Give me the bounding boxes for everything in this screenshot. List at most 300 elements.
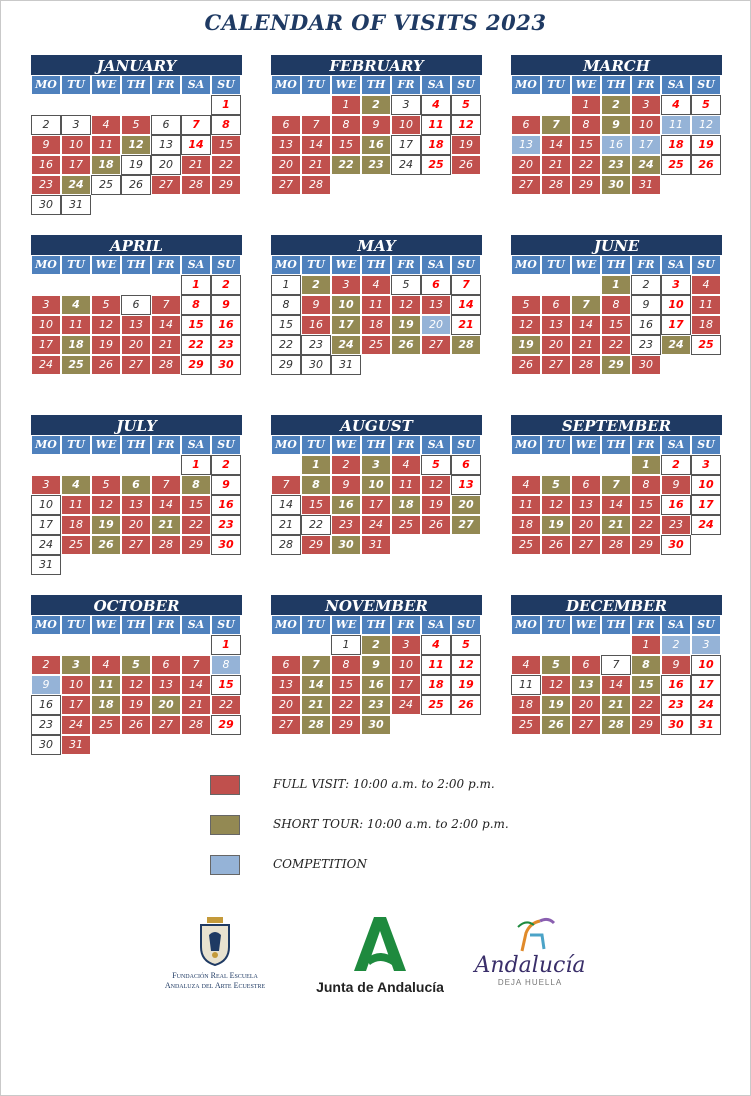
day-cell[interactable]: 19 <box>121 695 151 715</box>
day-cell[interactable]: 12 <box>691 115 721 135</box>
day-cell[interactable]: 28 <box>601 715 631 735</box>
day-cell[interactable]: 14 <box>151 495 181 515</box>
day-cell[interactable]: 6 <box>151 115 181 135</box>
day-cell[interactable]: 30 <box>211 355 241 375</box>
day-cell[interactable]: 6 <box>151 655 181 675</box>
day-cell[interactable]: 11 <box>511 675 541 695</box>
day-cell[interactable]: 5 <box>421 455 451 475</box>
day-cell[interactable]: 20 <box>571 695 601 715</box>
day-cell[interactable]: 27 <box>121 535 151 555</box>
day-cell[interactable]: 8 <box>331 115 361 135</box>
day-cell[interactable]: 3 <box>391 95 421 115</box>
day-cell[interactable]: 20 <box>421 315 451 335</box>
day-cell[interactable]: 23 <box>631 335 661 355</box>
day-cell[interactable]: 19 <box>541 515 571 535</box>
day-cell[interactable]: 17 <box>391 675 421 695</box>
day-cell[interactable]: 1 <box>211 95 241 115</box>
day-cell[interactable]: 26 <box>421 515 451 535</box>
day-cell[interactable]: 24 <box>391 155 421 175</box>
day-cell[interactable]: 26 <box>91 355 121 375</box>
day-cell[interactable]: 20 <box>121 515 151 535</box>
day-cell[interactable]: 25 <box>511 715 541 735</box>
day-cell[interactable]: 27 <box>151 175 181 195</box>
day-cell[interactable]: 16 <box>601 135 631 155</box>
day-cell[interactable]: 3 <box>31 475 61 495</box>
day-cell[interactable]: 6 <box>511 115 541 135</box>
day-cell[interactable]: 27 <box>511 175 541 195</box>
day-cell[interactable]: 23 <box>31 175 61 195</box>
day-cell[interactable]: 26 <box>391 335 421 355</box>
day-cell[interactable]: 31 <box>31 555 61 575</box>
day-cell[interactable]: 12 <box>541 495 571 515</box>
day-cell[interactable]: 18 <box>61 335 91 355</box>
day-cell[interactable]: 15 <box>631 495 661 515</box>
day-cell[interactable]: 6 <box>421 275 451 295</box>
day-cell[interactable]: 25 <box>61 535 91 555</box>
day-cell[interactable]: 3 <box>61 115 91 135</box>
day-cell[interactable]: 4 <box>421 95 451 115</box>
day-cell[interactable]: 23 <box>361 695 391 715</box>
day-cell[interactable]: 20 <box>511 155 541 175</box>
day-cell[interactable]: 22 <box>631 695 661 715</box>
day-cell[interactable]: 28 <box>301 175 331 195</box>
day-cell[interactable]: 9 <box>601 115 631 135</box>
day-cell[interactable]: 14 <box>181 675 211 695</box>
day-cell[interactable]: 22 <box>211 695 241 715</box>
day-cell[interactable]: 1 <box>331 95 361 115</box>
day-cell[interactable]: 1 <box>331 635 361 655</box>
day-cell[interactable]: 23 <box>31 715 61 735</box>
day-cell[interactable]: 15 <box>571 135 601 155</box>
day-cell[interactable]: 1 <box>571 95 601 115</box>
day-cell[interactable]: 26 <box>121 175 151 195</box>
day-cell[interactable]: 17 <box>61 695 91 715</box>
day-cell[interactable]: 7 <box>601 475 631 495</box>
day-cell[interactable]: 13 <box>511 135 541 155</box>
day-cell[interactable]: 10 <box>661 295 691 315</box>
day-cell[interactable]: 17 <box>331 315 361 335</box>
day-cell[interactable]: 14 <box>451 295 481 315</box>
day-cell[interactable]: 11 <box>391 475 421 495</box>
day-cell[interactable]: 6 <box>541 295 571 315</box>
day-cell[interactable]: 22 <box>631 515 661 535</box>
day-cell[interactable]: 29 <box>211 715 241 735</box>
day-cell[interactable]: 27 <box>571 535 601 555</box>
day-cell[interactable]: 18 <box>691 315 721 335</box>
day-cell[interactable]: 11 <box>61 495 91 515</box>
day-cell[interactable]: 12 <box>451 655 481 675</box>
day-cell[interactable]: 26 <box>541 535 571 555</box>
day-cell[interactable]: 24 <box>61 175 91 195</box>
day-cell[interactable]: 4 <box>61 475 91 495</box>
day-cell[interactable]: 8 <box>631 655 661 675</box>
day-cell[interactable]: 5 <box>91 475 121 495</box>
day-cell[interactable]: 21 <box>181 155 211 175</box>
day-cell[interactable]: 24 <box>661 335 691 355</box>
day-cell[interactable]: 8 <box>601 295 631 315</box>
day-cell[interactable]: 18 <box>511 695 541 715</box>
day-cell[interactable]: 4 <box>61 295 91 315</box>
day-cell[interactable]: 7 <box>571 295 601 315</box>
day-cell[interactable]: 30 <box>661 535 691 555</box>
day-cell[interactable]: 14 <box>301 675 331 695</box>
day-cell[interactable]: 25 <box>391 515 421 535</box>
day-cell[interactable]: 7 <box>181 115 211 135</box>
day-cell[interactable]: 7 <box>151 295 181 315</box>
day-cell[interactable]: 30 <box>601 175 631 195</box>
day-cell[interactable]: 27 <box>541 355 571 375</box>
day-cell[interactable]: 29 <box>631 535 661 555</box>
day-cell[interactable]: 18 <box>361 315 391 335</box>
day-cell[interactable]: 22 <box>181 335 211 355</box>
day-cell[interactable]: 8 <box>211 655 241 675</box>
day-cell[interactable]: 31 <box>631 175 661 195</box>
day-cell[interactable]: 11 <box>91 135 121 155</box>
day-cell[interactable]: 16 <box>361 135 391 155</box>
day-cell[interactable]: 31 <box>691 715 721 735</box>
day-cell[interactable]: 15 <box>631 675 661 695</box>
day-cell[interactable]: 6 <box>271 655 301 675</box>
day-cell[interactable]: 9 <box>301 295 331 315</box>
day-cell[interactable]: 3 <box>631 95 661 115</box>
day-cell[interactable]: 13 <box>571 495 601 515</box>
day-cell[interactable]: 4 <box>421 635 451 655</box>
day-cell[interactable]: 13 <box>571 675 601 695</box>
day-cell[interactable]: 10 <box>61 135 91 155</box>
day-cell[interactable]: 26 <box>691 155 721 175</box>
day-cell[interactable]: 6 <box>571 655 601 675</box>
day-cell[interactable]: 6 <box>121 475 151 495</box>
day-cell[interactable]: 13 <box>121 315 151 335</box>
day-cell[interactable]: 13 <box>121 495 151 515</box>
day-cell[interactable]: 23 <box>601 155 631 175</box>
day-cell[interactable]: 17 <box>691 495 721 515</box>
day-cell[interactable]: 30 <box>31 195 61 215</box>
day-cell[interactable]: 19 <box>121 155 151 175</box>
day-cell[interactable]: 24 <box>631 155 661 175</box>
day-cell[interactable]: 3 <box>391 635 421 655</box>
day-cell[interactable]: 25 <box>421 155 451 175</box>
day-cell[interactable]: 28 <box>181 175 211 195</box>
day-cell[interactable]: 14 <box>571 315 601 335</box>
day-cell[interactable]: 12 <box>91 495 121 515</box>
day-cell[interactable]: 14 <box>151 315 181 335</box>
day-cell[interactable]: 19 <box>541 695 571 715</box>
day-cell[interactable]: 18 <box>421 675 451 695</box>
day-cell[interactable]: 26 <box>511 355 541 375</box>
day-cell[interactable]: 20 <box>121 335 151 355</box>
day-cell[interactable]: 7 <box>451 275 481 295</box>
day-cell[interactable]: 10 <box>361 475 391 495</box>
day-cell[interactable]: 9 <box>361 115 391 135</box>
day-cell[interactable]: 2 <box>361 95 391 115</box>
day-cell[interactable]: 15 <box>601 315 631 335</box>
day-cell[interactable]: 20 <box>151 155 181 175</box>
day-cell[interactable]: 1 <box>181 455 211 475</box>
day-cell[interactable]: 3 <box>361 455 391 475</box>
day-cell[interactable]: 20 <box>271 695 301 715</box>
day-cell[interactable]: 30 <box>661 715 691 735</box>
day-cell[interactable]: 8 <box>571 115 601 135</box>
day-cell[interactable]: 1 <box>601 275 631 295</box>
day-cell[interactable]: 10 <box>691 655 721 675</box>
day-cell[interactable]: 25 <box>511 535 541 555</box>
day-cell[interactable]: 22 <box>301 515 331 535</box>
day-cell[interactable]: 17 <box>661 315 691 335</box>
day-cell[interactable]: 15 <box>181 315 211 335</box>
day-cell[interactable]: 3 <box>691 635 721 655</box>
day-cell[interactable]: 21 <box>301 695 331 715</box>
day-cell[interactable]: 20 <box>571 515 601 535</box>
day-cell[interactable]: 2 <box>631 275 661 295</box>
day-cell[interactable]: 28 <box>271 535 301 555</box>
day-cell[interactable]: 22 <box>331 155 361 175</box>
day-cell[interactable]: 28 <box>181 715 211 735</box>
day-cell[interactable]: 9 <box>661 655 691 675</box>
day-cell[interactable]: 8 <box>331 655 361 675</box>
day-cell[interactable]: 10 <box>31 495 61 515</box>
day-cell[interactable]: 15 <box>331 135 361 155</box>
day-cell[interactable]: 12 <box>511 315 541 335</box>
day-cell[interactable]: 30 <box>361 715 391 735</box>
day-cell[interactable]: 16 <box>31 155 61 175</box>
day-cell[interactable]: 21 <box>571 335 601 355</box>
day-cell[interactable]: 4 <box>691 275 721 295</box>
day-cell[interactable]: 6 <box>271 115 301 135</box>
day-cell[interactable]: 27 <box>121 355 151 375</box>
day-cell[interactable]: 25 <box>91 175 121 195</box>
day-cell[interactable]: 9 <box>361 655 391 675</box>
day-cell[interactable]: 8 <box>301 475 331 495</box>
day-cell[interactable]: 2 <box>331 455 361 475</box>
day-cell[interactable]: 2 <box>301 275 331 295</box>
day-cell[interactable]: 19 <box>451 675 481 695</box>
day-cell[interactable]: 7 <box>301 655 331 675</box>
day-cell[interactable]: 14 <box>301 135 331 155</box>
day-cell[interactable]: 12 <box>451 115 481 135</box>
day-cell[interactable]: 12 <box>541 675 571 695</box>
day-cell[interactable]: 22 <box>571 155 601 175</box>
day-cell[interactable]: 5 <box>451 95 481 115</box>
day-cell[interactable]: 23 <box>211 515 241 535</box>
day-cell[interactable]: 9 <box>211 295 241 315</box>
day-cell[interactable]: 24 <box>31 355 61 375</box>
day-cell[interactable]: 11 <box>421 115 451 135</box>
day-cell[interactable]: 5 <box>541 655 571 675</box>
day-cell[interactable]: 2 <box>601 95 631 115</box>
day-cell[interactable]: 15 <box>331 675 361 695</box>
day-cell[interactable]: 16 <box>211 315 241 335</box>
day-cell[interactable]: 28 <box>301 715 331 735</box>
day-cell[interactable]: 16 <box>211 495 241 515</box>
day-cell[interactable]: 31 <box>361 535 391 555</box>
day-cell[interactable]: 19 <box>691 135 721 155</box>
day-cell[interactable]: 7 <box>301 115 331 135</box>
day-cell[interactable]: 8 <box>631 475 661 495</box>
day-cell[interactable]: 19 <box>511 335 541 355</box>
day-cell[interactable]: 29 <box>181 535 211 555</box>
day-cell[interactable]: 20 <box>541 335 571 355</box>
day-cell[interactable]: 12 <box>421 475 451 495</box>
day-cell[interactable]: 4 <box>91 115 121 135</box>
day-cell[interactable]: 25 <box>361 335 391 355</box>
day-cell[interactable]: 8 <box>211 115 241 135</box>
day-cell[interactable]: 18 <box>511 515 541 535</box>
day-cell[interactable]: 25 <box>691 335 721 355</box>
day-cell[interactable]: 26 <box>91 535 121 555</box>
day-cell[interactable]: 7 <box>271 475 301 495</box>
day-cell[interactable]: 12 <box>121 135 151 155</box>
day-cell[interactable]: 2 <box>31 655 61 675</box>
day-cell[interactable]: 19 <box>451 135 481 155</box>
day-cell[interactable]: 28 <box>451 335 481 355</box>
day-cell[interactable]: 10 <box>61 675 91 695</box>
day-cell[interactable]: 7 <box>151 475 181 495</box>
day-cell[interactable]: 3 <box>61 655 91 675</box>
day-cell[interactable]: 5 <box>541 475 571 495</box>
day-cell[interactable]: 7 <box>601 655 631 675</box>
day-cell[interactable]: 10 <box>31 315 61 335</box>
day-cell[interactable]: 5 <box>691 95 721 115</box>
day-cell[interactable]: 5 <box>391 275 421 295</box>
day-cell[interactable]: 31 <box>61 195 91 215</box>
day-cell[interactable]: 16 <box>661 495 691 515</box>
day-cell[interactable]: 14 <box>271 495 301 515</box>
day-cell[interactable]: 4 <box>511 655 541 675</box>
day-cell[interactable]: 2 <box>661 455 691 475</box>
day-cell[interactable]: 4 <box>361 275 391 295</box>
day-cell[interactable]: 28 <box>151 355 181 375</box>
day-cell[interactable]: 27 <box>151 715 181 735</box>
day-cell[interactable]: 24 <box>691 515 721 535</box>
day-cell[interactable]: 24 <box>331 335 361 355</box>
day-cell[interactable]: 8 <box>181 475 211 495</box>
day-cell[interactable]: 1 <box>271 275 301 295</box>
day-cell[interactable]: 1 <box>631 635 661 655</box>
day-cell[interactable]: 13 <box>271 135 301 155</box>
day-cell[interactable]: 11 <box>661 115 691 135</box>
day-cell[interactable]: 29 <box>601 355 631 375</box>
day-cell[interactable]: 16 <box>631 315 661 335</box>
day-cell[interactable]: 28 <box>151 535 181 555</box>
day-cell[interactable]: 22 <box>601 335 631 355</box>
day-cell[interactable]: 20 <box>271 155 301 175</box>
day-cell[interactable]: 17 <box>31 335 61 355</box>
day-cell[interactable]: 24 <box>61 715 91 735</box>
day-cell[interactable]: 10 <box>391 655 421 675</box>
day-cell[interactable]: 27 <box>421 335 451 355</box>
day-cell[interactable]: 9 <box>661 475 691 495</box>
day-cell[interactable]: 23 <box>331 515 361 535</box>
day-cell[interactable]: 17 <box>61 155 91 175</box>
day-cell[interactable]: 10 <box>631 115 661 135</box>
day-cell[interactable]: 13 <box>541 315 571 335</box>
day-cell[interactable]: 22 <box>271 335 301 355</box>
day-cell[interactable]: 23 <box>661 695 691 715</box>
day-cell[interactable]: 18 <box>421 135 451 155</box>
day-cell[interactable]: 18 <box>61 515 91 535</box>
day-cell[interactable]: 4 <box>511 475 541 495</box>
day-cell[interactable]: 26 <box>451 155 481 175</box>
day-cell[interactable]: 20 <box>151 695 181 715</box>
day-cell[interactable]: 4 <box>91 655 121 675</box>
day-cell[interactable]: 13 <box>451 475 481 495</box>
day-cell[interactable]: 11 <box>421 655 451 675</box>
day-cell[interactable]: 18 <box>91 155 121 175</box>
day-cell[interactable]: 29 <box>301 535 331 555</box>
day-cell[interactable]: 6 <box>571 475 601 495</box>
day-cell[interactable]: 25 <box>91 715 121 735</box>
day-cell[interactable]: 2 <box>361 635 391 655</box>
day-cell[interactable]: 4 <box>661 95 691 115</box>
day-cell[interactable]: 15 <box>211 135 241 155</box>
day-cell[interactable]: 30 <box>331 535 361 555</box>
day-cell[interactable]: 18 <box>661 135 691 155</box>
day-cell[interactable]: 15 <box>181 495 211 515</box>
day-cell[interactable]: 23 <box>301 335 331 355</box>
day-cell[interactable]: 11 <box>691 295 721 315</box>
day-cell[interactable]: 25 <box>661 155 691 175</box>
day-cell[interactable]: 13 <box>271 675 301 695</box>
day-cell[interactable]: 19 <box>391 315 421 335</box>
day-cell[interactable]: 21 <box>151 515 181 535</box>
day-cell[interactable]: 25 <box>61 355 91 375</box>
day-cell[interactable]: 21 <box>601 695 631 715</box>
day-cell[interactable]: 23 <box>211 335 241 355</box>
day-cell[interactable]: 26 <box>451 695 481 715</box>
day-cell[interactable]: 20 <box>451 495 481 515</box>
day-cell[interactable]: 21 <box>301 155 331 175</box>
day-cell[interactable]: 30 <box>301 355 331 375</box>
day-cell[interactable]: 31 <box>331 355 361 375</box>
day-cell[interactable]: 30 <box>31 735 61 755</box>
day-cell[interactable]: 16 <box>301 315 331 335</box>
day-cell[interactable]: 12 <box>91 315 121 335</box>
day-cell[interactable]: 7 <box>181 655 211 675</box>
day-cell[interactable]: 9 <box>31 675 61 695</box>
day-cell[interactable]: 2 <box>211 455 241 475</box>
day-cell[interactable]: 23 <box>661 515 691 535</box>
day-cell[interactable]: 14 <box>541 135 571 155</box>
day-cell[interactable]: 14 <box>601 675 631 695</box>
day-cell[interactable]: 19 <box>91 335 121 355</box>
day-cell[interactable]: 17 <box>391 135 421 155</box>
day-cell[interactable]: 14 <box>601 495 631 515</box>
day-cell[interactable]: 15 <box>301 495 331 515</box>
day-cell[interactable]: 11 <box>61 315 91 335</box>
day-cell[interactable]: 29 <box>571 175 601 195</box>
day-cell[interactable]: 16 <box>331 495 361 515</box>
day-cell[interactable]: 13 <box>151 135 181 155</box>
day-cell[interactable]: 16 <box>31 695 61 715</box>
day-cell[interactable]: 24 <box>391 695 421 715</box>
day-cell[interactable]: 10 <box>691 475 721 495</box>
day-cell[interactable]: 16 <box>361 675 391 695</box>
day-cell[interactable]: 9 <box>211 475 241 495</box>
day-cell[interactable]: 5 <box>91 295 121 315</box>
day-cell[interactable]: 15 <box>211 675 241 695</box>
day-cell[interactable]: 21 <box>601 515 631 535</box>
day-cell[interactable]: 19 <box>91 515 121 535</box>
day-cell[interactable]: 27 <box>571 715 601 735</box>
day-cell[interactable]: 5 <box>451 635 481 655</box>
day-cell[interactable]: 18 <box>91 695 121 715</box>
day-cell[interactable]: 17 <box>361 495 391 515</box>
day-cell[interactable]: 31 <box>61 735 91 755</box>
day-cell[interactable]: 28 <box>601 535 631 555</box>
day-cell[interactable]: 14 <box>181 135 211 155</box>
day-cell[interactable]: 5 <box>511 295 541 315</box>
